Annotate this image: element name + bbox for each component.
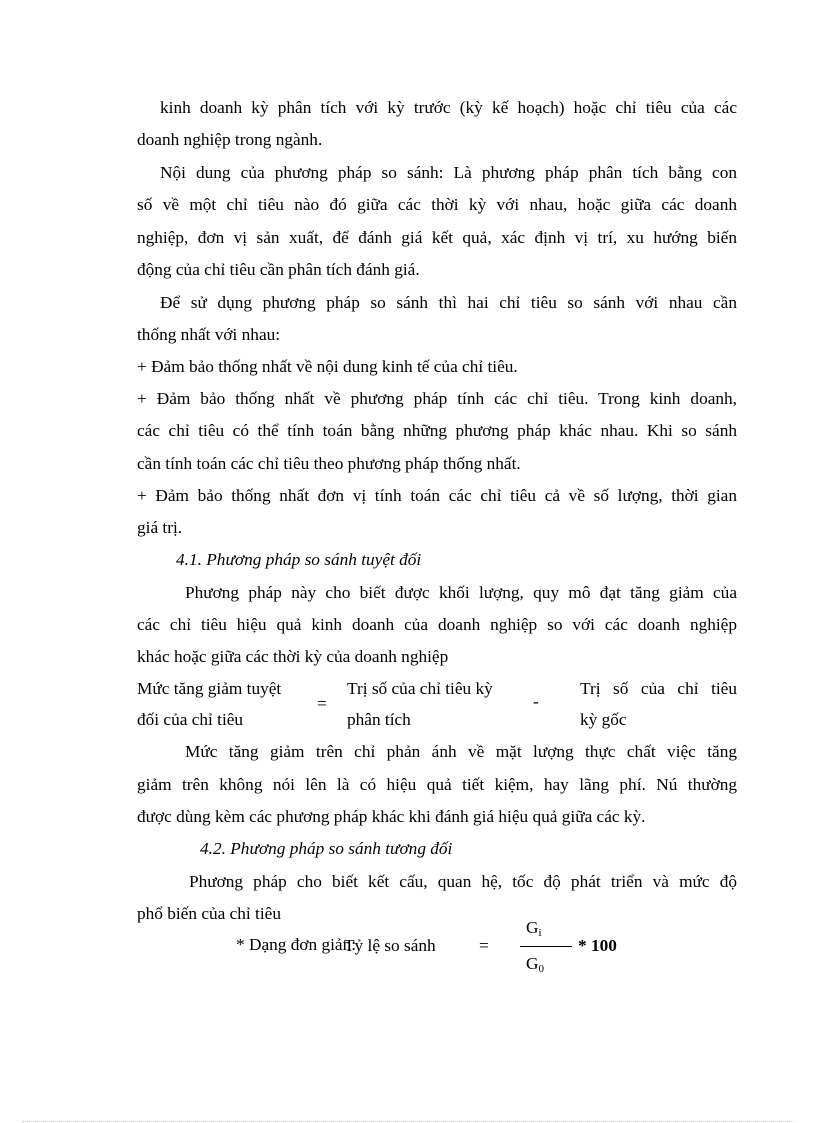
paragraph-2-line-2: số về một chỉ tiêu nào đó giữa các thời kỳ với nhau, hoặc giữa các doanh (137, 195, 737, 214)
page-bottom-border (22, 1121, 794, 1122)
formula-2-numerator (526, 918, 542, 938)
bullet-2-line-2: các chỉ tiêu có thể tính toán bằng những phương pháp khác nhau. Khi so sánh (137, 421, 737, 440)
section-heading-4-1: 4.1. Phương pháp so sánh tuyệt đối (176, 550, 422, 569)
paragraph-5-line-1: Mức tăng giảm trên chỉ phản ánh về mặt lượng thực chất việc tăng (185, 742, 737, 761)
paragraph-2-line-4: động của chỉ tiêu cần phân tích đánh giá. (137, 260, 420, 279)
formula-1-middle-line-2: phân tích (347, 710, 411, 729)
bullet-3-line-1: + Đảm bảo thống nhất đơn vị tính toán các chỉ tiêu cả về số lượng, thời gian (137, 486, 737, 505)
formula-2-equals: = (479, 936, 489, 955)
formula-2-denominator-subscript: 0 (538, 963, 544, 975)
formula-1-right-line-1: Trị số của chỉ tiêu (580, 679, 737, 698)
formula-2-multiplier: * 100 (578, 936, 617, 955)
paragraph-4-line-1: Phương pháp này cho biết được khối lượng, quy mô đạt tăng giảm của (185, 583, 737, 602)
formula-2-label: Tỷ lệ so sánh (344, 936, 436, 955)
bullet-1: + Đảm bảo thống nhất về nội dung kinh tế của chỉ tiêu. (137, 357, 518, 376)
formula-2-fraction-bar (520, 946, 572, 947)
paragraph-5-line-2: giảm trên không nói lên là có hiệu quả tiết kiệm, hay lãng phí. Nú thường (137, 775, 737, 794)
paragraph-6-line-1: Phương pháp cho biết kết cấu, quan hệ, tốc độ phát triển và mức độ (189, 872, 737, 891)
formula-1-right-line-2: kỳ gốc (580, 710, 627, 729)
formula-2-prefix: * Dạng đơn giản: (236, 935, 357, 954)
section-heading-4-2: 4.2. Phương pháp so sánh tương đối (200, 839, 453, 858)
paragraph-2-line-1: Nội dung của phương pháp so sánh: Là phương pháp phân tích bằng con (160, 163, 737, 182)
formula-1-left-line-1: Mức tăng giảm tuyệt (137, 679, 282, 698)
paragraph-1-line-1: kinh doanh kỳ phân tích với kỳ trước (kỳ kế hoạch) hoặc chỉ tiêu của các (160, 98, 737, 117)
paragraph-6-line-2: phổ biến của chỉ tiêu (137, 904, 281, 923)
paragraph-3-line-1: Để sử dụng phương pháp so sánh thì hai chỉ tiêu so sánh với nhau cần (160, 293, 737, 312)
formula-2-denominator-symbol: G (526, 954, 539, 973)
formula-2-numerator-symbol: G (526, 918, 539, 937)
paragraph-4-line-3: khác hoặc giữa các thời kỳ của doanh nghiệp (137, 647, 449, 666)
paragraph-5-line-3: được dùng kèm các phương pháp khác khi đánh giá hiệu quả giữa các kỳ. (137, 807, 646, 826)
formula-1-left-line-2: đối của chỉ tiêu (137, 710, 244, 729)
paragraph-2-line-3: nghiệp, đơn vị sản xuất, để đánh giá kết quả, xác định vị trí, xu hướng biến (137, 228, 737, 247)
bullet-3-line-2: giá trị. (137, 518, 183, 537)
paragraph-3-line-2: thống nhất với nhau: (137, 325, 281, 344)
bullet-2-line-1: + Đảm bảo thống nhất về phương pháp tính các chỉ tiêu. Trong kinh doanh, (137, 389, 737, 408)
formula-2-numerator-subscript: i (538, 927, 542, 939)
formula-1-minus: - (533, 692, 539, 711)
paragraph-4-line-2: các chỉ tiêu hiệu quả kinh doanh của doanh nghiệp so với các doanh nghiệp (137, 615, 737, 634)
paragraph-1-line-2: doanh nghiệp trong ngành. (137, 130, 323, 149)
formula-1-middle-line-1: Trị số của chỉ tiêu kỳ (347, 679, 493, 698)
formula-2-denominator (526, 954, 544, 974)
bullet-2-line-3: cần tính toán các chỉ tiêu theo phương pháp thống nhất. (137, 454, 521, 473)
formula-1-equals: = (317, 694, 327, 713)
